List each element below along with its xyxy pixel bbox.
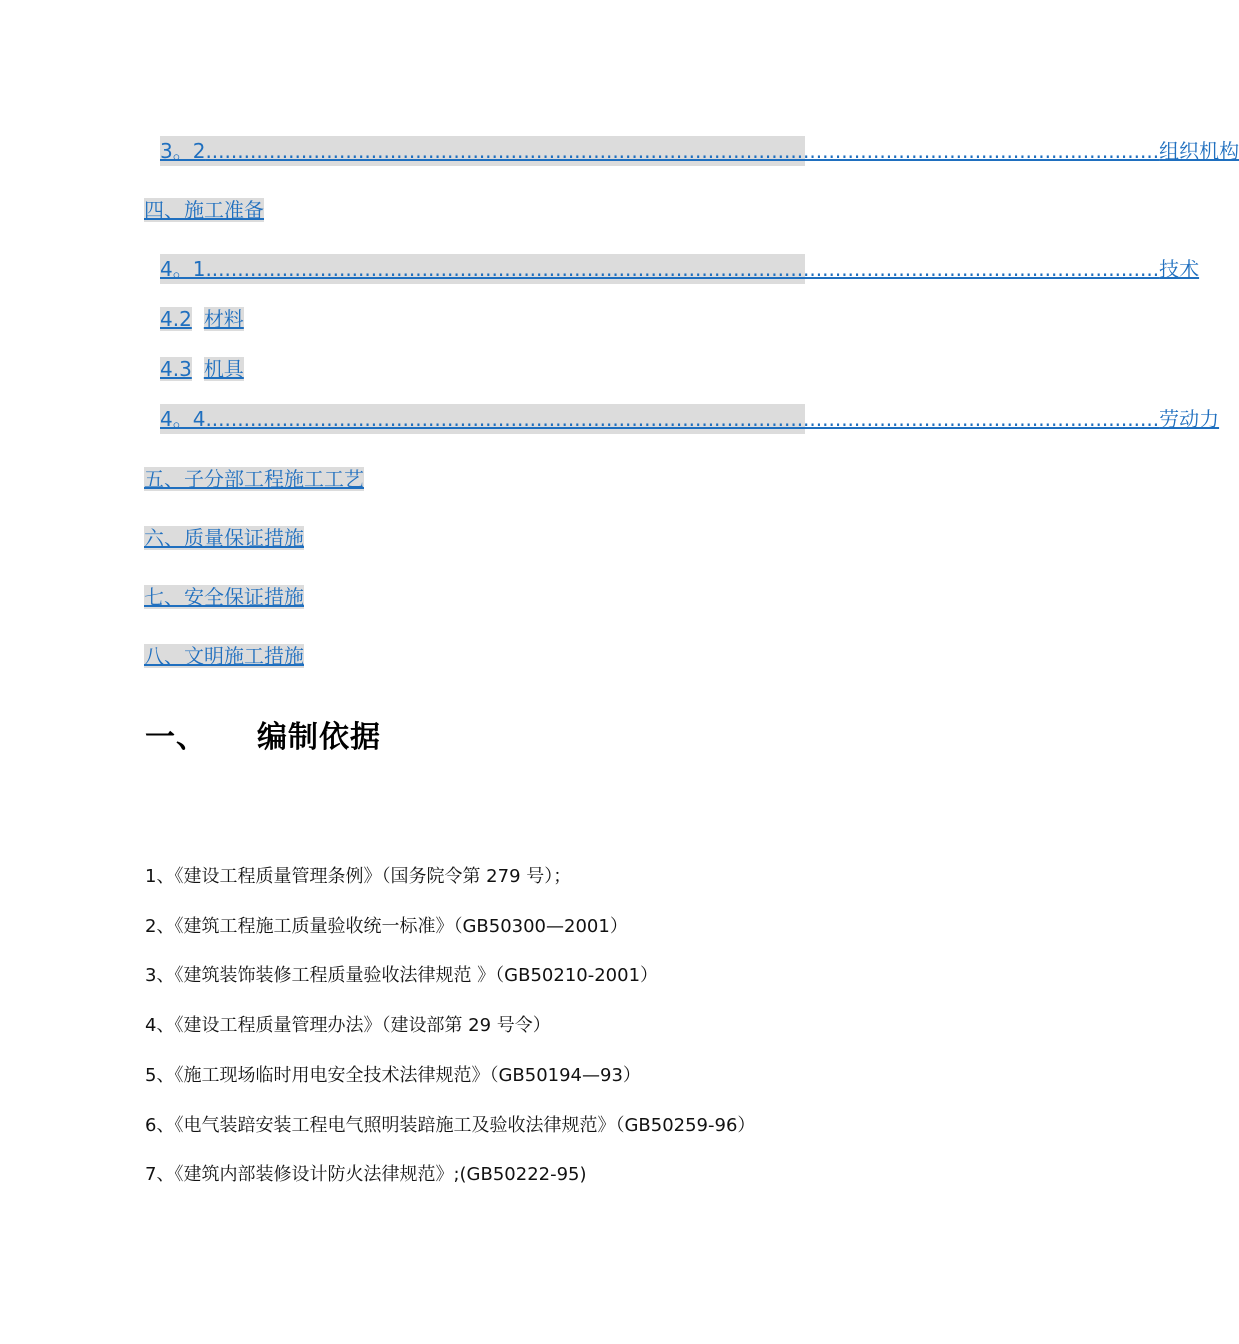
toc-entry-6[interactable] <box>144 523 304 553</box>
toc-entry-5[interactable] <box>144 464 364 494</box>
toc-entry-4-4[interactable] <box>160 404 1220 434</box>
toc-number: 六、 <box>144 526 184 550</box>
toc-entry-4-2[interactable] <box>160 304 244 334</box>
reference-item: 7、《建筑内部装修设计防火法律规范》;(GB50222-95) <box>145 1164 587 1185</box>
toc-number: 4。1 <box>160 257 206 281</box>
section-title: 编制依据 <box>257 720 381 755</box>
toc-number: 4.2 <box>160 307 192 331</box>
toc-label: 子分部工程施工工艺 <box>184 467 364 491</box>
reference-item: 1、《建设工程质量管理条例》（国务院令第 279 号）； <box>145 866 572 887</box>
toc-label: 安全保证措施 <box>184 585 304 609</box>
toc-number: 四、 <box>144 198 184 222</box>
reference-item: 4、《建设工程质量管理办法》（建设部第 29 号令） <box>145 1015 551 1036</box>
reference-item: 2、《建筑工程施工质量验收统一标准》（GB50300—2001） <box>145 916 628 937</box>
toc-entry-3-2[interactable] <box>160 136 1239 166</box>
toc-label: 材料 <box>203 307 244 331</box>
reference-item: 3、《建筑装饰装修工程质量验收法律规范 》（GB50210-2001） <box>145 965 659 986</box>
toc-label: 组织机构 <box>1159 139 1239 163</box>
toc-label: 质量保证措施 <box>184 526 304 550</box>
toc-label: 施工准备 <box>184 198 264 222</box>
toc-leader-dots: ...................................................................................................................................................... <box>205 139 1160 163</box>
toc-label: 文明施工措施 <box>184 644 304 668</box>
toc-number: 4。4 <box>160 407 206 431</box>
toc-label: 技术 <box>1159 257 1200 281</box>
toc-number: 八、 <box>144 644 184 668</box>
reference-item: 5、《施工现场临时用电安全技术法律规范》（GB50194—93） <box>145 1065 641 1086</box>
toc-label: 劳动力 <box>1159 407 1220 431</box>
toc-entry-8[interactable] <box>144 641 304 671</box>
toc-number: 4.3 <box>160 357 192 381</box>
section-heading <box>145 712 381 756</box>
section-number: 一、 <box>145 720 207 755</box>
reference-item: 6、《电气装踣安装工程电气照明装踣施工及验收法律规范》（GB50259-96） <box>145 1115 756 1136</box>
toc-leader-dots: ...................................................................................................................................................... <box>205 407 1160 431</box>
toc-entry-4-3[interactable] <box>160 354 244 384</box>
toc-number: 七、 <box>144 585 184 609</box>
toc-entry-4[interactable] <box>144 195 264 225</box>
toc-leader-dots: ...................................................................................................................................................... <box>205 257 1160 281</box>
toc-label: 机具 <box>203 357 244 381</box>
toc-entry-7[interactable] <box>144 582 304 612</box>
toc-entry-4-1[interactable] <box>160 254 1200 284</box>
toc-number: 五、 <box>144 467 184 491</box>
toc-number: 3。2 <box>160 139 206 163</box>
